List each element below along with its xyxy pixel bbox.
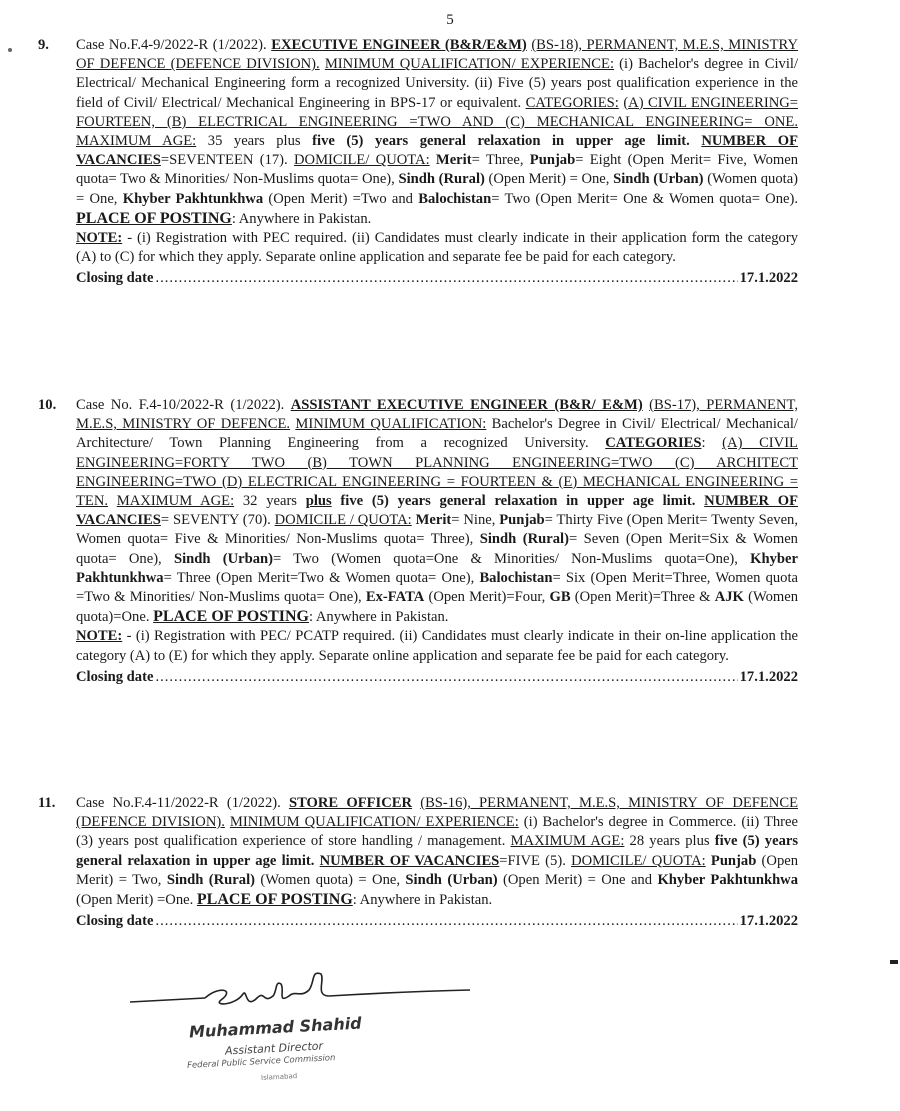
- quota-region: AJK: [714, 589, 744, 606]
- case-no: Case No.F.4-9/2022-R (1/2022).: [76, 37, 267, 53]
- posting-text: : Anywhere in Pakistan.: [231, 210, 372, 227]
- quota-detail: = Two (Open Merit= One & Women quota= One).: [491, 190, 798, 207]
- closing-date-label: Closing date: [76, 668, 154, 685]
- page-number: 5: [446, 12, 454, 28]
- vacancies-text: =FIVE (5).: [499, 852, 566, 869]
- case-number: 9.: [38, 37, 49, 53]
- vacancies-label: NUMBER OF VACANCIES: [76, 133, 799, 169]
- quota-detail: = Two (Women quota=One & Minorities/ Non-Muslims quota=One),: [272, 550, 751, 567]
- domicile-label: DOMICILE/ QUOTA:: [571, 852, 706, 869]
- categories-text: (A) CIVIL ENGINEERING=FORTY TWO (B) TOWN PLANNING ENGINEERING=TWO (C) ARCHITECT ENGINEERING=TWO (D) ELECTRICAL ENGINEERING = FOURTEEN & (E) MECHANICAL ENGINEERING = TEN.: [76, 435, 798, 510]
- quota-region: Sindh (Rural): [398, 171, 485, 188]
- closing-date: 17.1.2022: [739, 913, 798, 930]
- case-11: [38, 794, 798, 931]
- post-details: (BS-17), PERMANENT, M.E.S, MINISTRY OF DEFENCE.: [76, 397, 798, 433]
- age-label: MAXIMUM AGE:: [76, 133, 197, 150]
- quota-detail: = Seven (Open Merit=Six & Women quota= One),: [76, 531, 798, 567]
- categories-label: CATEGORIES: [605, 435, 702, 452]
- case-10: [38, 396, 798, 687]
- vacancies-text: =SEVENTEEN (17).: [160, 152, 288, 169]
- signatory-title: Assistant Director: [224, 1039, 324, 1058]
- age-relaxation: five (5) years general relaxation in upper age limit.: [76, 833, 799, 869]
- categories-text: (A) CIVIL ENGINEERING= FOURTEEN, (B) ELECTRICAL ENGINEERING =TWO AND (C) MECHANICAL ENGINEERING= ONE.: [76, 94, 799, 130]
- signature-scribble-icon: [125, 960, 485, 1020]
- quota-region: Balochistan: [418, 190, 492, 207]
- quota-region: GB: [549, 589, 571, 606]
- case-number: 10.: [38, 397, 57, 413]
- signatory-name: Muhammad Shahid: [188, 1013, 363, 1042]
- domicile-label: DOMICILE/ QUOTA:: [293, 152, 430, 169]
- vacancies-text: = SEVENTY (70).: [160, 512, 271, 529]
- closing-date: 17.1.2022: [739, 270, 798, 287]
- quota-region: Punjab: [529, 152, 576, 169]
- quota-region: Balochistan: [479, 569, 553, 586]
- quota-detail: = Three,: [471, 152, 530, 169]
- quota-region: Khyber Pakhtunkhwa: [657, 871, 799, 888]
- qualification-label: MINIMUM QUALIFICATION/ EXPERIENCE:: [324, 56, 615, 73]
- quota-detail: (Women quota) = One,: [76, 171, 799, 207]
- note-text: - (i) Registration with PEC required. (ii) Candidates must clearly indicate in their application form the category (A) to (C) for which they apply. Separate online application and separate fee be paid for each category.: [76, 230, 798, 266]
- quota-region: Punjab: [710, 852, 757, 869]
- qualification-text: (i) Bachelor's degree in Commerce. (ii) Three (3) years post qualification experience of store handling / management.: [76, 814, 798, 850]
- age-text: 35 years plus: [207, 133, 301, 150]
- case-9: [38, 36, 798, 289]
- closing-date-row: [76, 269, 798, 288]
- quota-region: Merit: [415, 512, 452, 529]
- post-details: (BS-16), PERMANENT, M.E.S, MINISTRY OF DEFENCE (DEFENCE DIVISION).: [76, 795, 798, 831]
- quota-detail: = Three (Open Merit=Two & Women quota= One),: [163, 569, 480, 586]
- signature-block: [125, 960, 485, 1100]
- quota-detail: (Open Merit)=Three &: [570, 589, 715, 606]
- case-body: [76, 36, 798, 289]
- qualification-text: (i) Bachelor's degree in Civil/ Electrical/ Mechanical Engineering form a recognized University. (ii) Five (5) years post qualification experience in the field of Civil/ Electrical/ Mechanical Engineering in BPS-17 or equivalent.: [76, 56, 798, 111]
- quota-region: Merit: [435, 152, 472, 169]
- case-number: 11.: [38, 795, 56, 811]
- qualification-label: MINIMUM QUALIFICATION/ EXPERIENCE:: [229, 814, 519, 831]
- quota-detail: (Open Merit) = One,: [484, 171, 614, 188]
- scan-edge-mark: [890, 960, 898, 964]
- signatory-city: Islamabad: [260, 1072, 298, 1082]
- closing-date: 17.1.2022: [739, 668, 798, 685]
- quota-detail: = Nine,: [451, 512, 500, 529]
- posting-text: : Anywhere in Pakistan.: [352, 892, 493, 909]
- age-label: MAXIMUM AGE:: [116, 493, 235, 510]
- leader-dots: [155, 912, 737, 931]
- domicile-label: DOMICILE / QUOTA:: [274, 512, 412, 529]
- qualification-text: Bachelor's Degree in Civil/ Electrical/ Mechanical/ Architecture/ Town Planning Engineering from a recognized University.: [76, 416, 798, 452]
- quota-detail: = Thirty Five (Open Merit= Twenty Seven, Women quota= Five & Minorities/ Non-Muslims quota= Three),: [76, 512, 798, 548]
- quota-region: Punjab: [499, 512, 545, 529]
- quota-detail: = Eight (Open Merit= Five, Women quota= Two & Minorities/ Non-Muslims quota= One),: [76, 152, 798, 188]
- closing-date-row: [76, 912, 798, 931]
- closing-date-row: [76, 668, 798, 687]
- quota-detail: (Open Merit) = One and: [497, 871, 658, 888]
- quota-detail: (Open Merit)=Four,: [424, 589, 550, 606]
- post-title: EXECUTIVE ENGINEER (B&R/E&M): [271, 37, 527, 53]
- quota-detail: (Women quota) = One,: [255, 871, 406, 888]
- quota-region: Sindh (Rural): [166, 871, 255, 888]
- quota-region: Sindh (Rural): [479, 531, 569, 548]
- post-details: (BS-18), PERMANENT, M.E.S, MINISTRY OF DEFENCE (DEFENCE DIVISION).: [76, 37, 798, 73]
- quota-detail: (Women quota)=One.: [76, 589, 798, 626]
- post-title: STORE OFFICER: [288, 795, 413, 811]
- case-no: Case No.F.4-11/2022-R (1/2022).: [76, 795, 281, 811]
- leader-dots: [155, 668, 737, 687]
- age-relaxation: five (5) years general relaxation in upper age limit.: [312, 133, 690, 150]
- categories-label: CATEGORIES:: [525, 94, 619, 111]
- post-title: ASSISTANT EXECUTIVE ENGINEER (B&R/ E&M): [290, 397, 643, 413]
- note-label: NOTE:: [76, 230, 123, 247]
- qualification-label: MINIMUM QUALIFICATION:: [295, 416, 487, 433]
- quota-detail: (Open Merit) = Two,: [76, 852, 799, 888]
- age-relaxation: five (5) years general relaxation in upper age limit.: [340, 493, 696, 510]
- closing-date-label: Closing date: [76, 270, 154, 287]
- note-label: NOTE:: [76, 628, 123, 645]
- case-no: Case No. F.4-10/2022-R (1/2022).: [76, 397, 285, 413]
- quota-region: Sindh (Urban): [405, 871, 498, 888]
- vacancies-label: NUMBER OF VACANCIES: [76, 493, 799, 529]
- posting-label: PLACE OF POSTING: [196, 891, 353, 909]
- note-text: - (i) Registration with PEC/ PCATP required. (ii) Candidates must clearly indicate in their on-line application the category (A) to (E) for which they apply. Separate online application and separate fee be paid for each category.: [76, 628, 798, 664]
- posting-text: : Anywhere in Pakistan.: [309, 609, 449, 626]
- vacancies-label: NUMBER OF VACANCIES: [319, 852, 500, 869]
- quota-region: Khyber Pakhtunkhwa: [122, 190, 264, 207]
- case-body: [76, 794, 798, 931]
- case-body: Case No. F.4-10/2022-R (1/2022). ASSISTANT EXECUTIVE ENGINEER (B&R/ E&M) (BS-17), PERMANENT, M.E.S, MINISTRY OF DEFENCE. MINIMUM QUALIFICATION: Bachelor's Degree in Civil/ Electrical/ Mechanical/ Architecture/ Town Planning Engineering from a recognized University. CATEGORIES: (A) CIVIL ENGINEERING=FORTY TWO (B) TOWN PLANNING ENGINEERING=TWO (C) ARCHITECT ENGINEERING=TWO (D) ELECTRICAL ENGINEERING = FOURTEEN & (E) MECHANICAL ENGINEERING = TEN. MAXIMUM AGE: 32 years plus five (5) years general relaxation in upper age limit. NUMBER OF VACANCIES= SEVENTY (70). DOMICILE / QUOTA: Merit= Nine, Punjab= Thirty Five (Open Merit= Twenty Seven, Women quota= Five & Minorities/ Non-Muslims quota= Three), Sindh (Rural)= Seven (Open Merit=Six & Women quota= One), Sindh (Urban)= Two (Women quota=One & Minorities/ Non-Muslims quota=One), Khyber Pakhtunkhwa= Three (Open Merit=Two & Women quota= One), Balochistan= Six (Open Merit=Three, Women quota =Two & Minorities/ Non-Muslims quota= One), Ex-FATA (Open Merit)=Four, GB (Open Merit)=Three & AJK (Women quota)=One. PLACE OF POSTING: Anywhere in Pakistan. NOTE: - (i) Registration with PEC/ PCATP required. (ii) Candidates must clearly indicate in their on-line application the category (A) to (E) for which they apply. Separate online application and separate fee be paid for each category. Closing date ..... 17.1.2022: [76, 396, 798, 687]
- signatory-organization: Federal Public Service Commission: [186, 1053, 336, 1071]
- posting-label: PLACE OF POSTING: [76, 209, 232, 227]
- quota-detail: (Open Merit) =One.: [76, 892, 197, 909]
- leader-dots: [155, 269, 737, 288]
- closing-date-label: Closing date: [76, 913, 154, 930]
- posting-label: PLACE OF POSTING: [153, 608, 309, 626]
- age-label: MAXIMUM AGE:: [510, 833, 625, 850]
- quota-detail: = Six (Open Merit=Three, Women quota =Two & Minorities/ Non-Muslims quota= One),: [76, 569, 798, 606]
- age-plus: plus: [305, 493, 332, 510]
- quota-region: Khyber Pakhtunkhwa: [76, 550, 799, 586]
- quota-region: Sindh (Urban): [613, 171, 704, 188]
- age-text: 32 years: [242, 493, 297, 510]
- quota-region: Sindh (Urban): [173, 550, 273, 567]
- quota-detail: (Open Merit) =Two and: [263, 190, 419, 207]
- quota-region: Ex-FATA: [365, 589, 425, 606]
- scan-mark: [8, 48, 12, 52]
- age-text: 28 years plus: [629, 833, 710, 850]
